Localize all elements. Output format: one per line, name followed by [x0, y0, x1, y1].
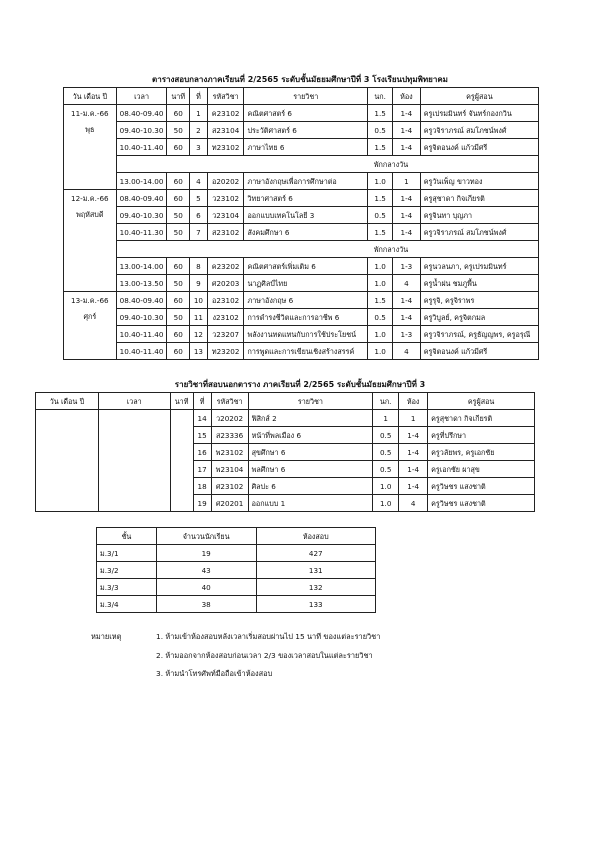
cell-subject: ออกแบบ 1	[248, 495, 373, 512]
cell-room: 1-4	[399, 444, 428, 461]
cell-teacher: ครูวิษชร แสงชาติ	[428, 495, 535, 512]
cell-no: 4	[190, 173, 208, 190]
cell-credit: 1.5	[368, 224, 393, 241]
cell-minutes: 60	[167, 173, 190, 190]
cell-minutes: 50	[167, 224, 190, 241]
table-row	[97, 545, 376, 562]
cell-teacher: ครูที่ปรึกษา	[428, 427, 535, 444]
cell-credit: 1	[373, 410, 399, 427]
cell-room: 1-4	[393, 190, 421, 207]
table-row	[64, 309, 539, 326]
cell-no: 6	[190, 207, 208, 224]
day-cell	[64, 105, 117, 190]
cell-time: 09.40-10.30	[116, 309, 167, 326]
notes-label: หมายเหตุ	[91, 632, 122, 641]
cell-code: ว23104	[207, 207, 244, 224]
cell-time: 10.40-11.40	[116, 343, 167, 360]
cell-count: 19	[156, 545, 256, 562]
table-row	[64, 173, 539, 190]
day-cell	[64, 190, 117, 292]
cell-subject: คณิตศาสตร์เพิ่มเติม 6	[244, 258, 368, 275]
cell-code: อ23102	[207, 292, 244, 309]
header-teacher: ครูผู้สอน	[420, 88, 538, 105]
cell-code: พ23104	[211, 461, 248, 478]
cell-time: 08.40-09.40	[116, 292, 167, 309]
table-row	[64, 207, 539, 224]
cell-time: 13.00-13.50	[116, 275, 167, 292]
header-credit: นก.	[368, 88, 393, 105]
cell-code: ท23102	[207, 139, 244, 156]
cell-subject: ภาษาอังกฤษ 6	[244, 292, 368, 309]
cell-room: 4	[393, 343, 421, 360]
cell-subject: พลศึกษา 6	[248, 461, 373, 478]
header-minutes: นาที	[170, 393, 193, 410]
table-row	[97, 579, 376, 596]
cell-class: ม.3/2	[97, 562, 157, 579]
day-weekday: ศุกร์	[83, 312, 97, 321]
cell-no: 1	[190, 105, 208, 122]
cell-teacher: ครูวจิราภรณ์ สมโภชน์พงศ์	[420, 224, 538, 241]
header-time: เวลา	[98, 393, 170, 410]
cell-teacher: ครูเปรมมินทร์ จันทร์กองกวิน	[420, 105, 538, 122]
table-row	[97, 596, 376, 613]
cell-no: 16	[193, 444, 211, 461]
cell-teacher: ครูเอกชัย ผาสุข	[428, 461, 535, 478]
cell-code: ส23336	[211, 427, 248, 444]
cell-time: 09.40-10.30	[116, 122, 167, 139]
cell-subject: ศิลปะ 6	[248, 478, 373, 495]
day-date: 11-ม.ค.-66	[71, 109, 109, 118]
cell-subject: ฟิสิกส์ 2	[248, 410, 373, 427]
out-of-schedule-title: รายวิชาที่สอบนอกตาราง ภาคเรียนที่ 2/2565 ระดับชั้นมัธยมศึกษาปีที่ 3	[174, 380, 426, 389]
cell-room: 1-3	[393, 258, 421, 275]
header-date: วัน เดือน ปี	[36, 393, 99, 410]
table-row	[36, 410, 535, 427]
break-spacer	[116, 156, 167, 173]
out-header-row	[36, 393, 535, 410]
out-of-schedule-table	[35, 392, 535, 512]
cell-teacher: ครูรุจิ, ครูจิราพร	[420, 292, 538, 309]
header-teacher: ครูผู้สอน	[428, 393, 535, 410]
table-row	[64, 224, 539, 241]
cell-minutes: 60	[167, 292, 190, 309]
lunch-break-label: พักกลางวัน	[244, 156, 539, 173]
cell-credit: 0.5	[373, 444, 399, 461]
cell-room: 133	[256, 596, 376, 613]
cell-time: 13.00-14.00	[116, 258, 167, 275]
table-row	[97, 562, 376, 579]
cell-code: ศ20201	[211, 495, 248, 512]
cell-no: 15	[193, 427, 211, 444]
cell-teacher: ครูจิตอนงค์ แก้วมีศรี	[420, 343, 538, 360]
cell-count: 43	[156, 562, 256, 579]
cell-no: 14	[193, 410, 211, 427]
cell-code: ศ23102	[211, 478, 248, 495]
break-spacer	[167, 156, 190, 173]
table-row	[64, 343, 539, 360]
cell-subject: สังคมศึกษา 6	[244, 224, 368, 241]
cell-teacher: ครูวจิราภรณ์ สมโภชน์พงศ์	[420, 122, 538, 139]
break-spacer	[190, 241, 208, 258]
cell-subject: ภาษาไทย 6	[244, 139, 368, 156]
cell-room: 1-4	[393, 139, 421, 156]
empty-date-cell	[36, 410, 99, 512]
cell-minutes: 60	[167, 343, 190, 360]
cell-room: 1-4	[393, 292, 421, 309]
cell-code: ค23102	[207, 105, 244, 122]
cell-minutes: 50	[167, 122, 190, 139]
header-no: ที่	[190, 88, 208, 105]
break-spacer	[116, 241, 167, 258]
break-row	[64, 241, 539, 258]
cell-subject: นาฏศิลป์ไทย	[244, 275, 368, 292]
day-weekday: พุธ	[85, 125, 95, 134]
header-date: วัน เดือน ปี	[64, 88, 117, 105]
cell-time: 10.40-11.40	[116, 139, 167, 156]
cell-code: พ23102	[211, 444, 248, 461]
header-time: เวลา	[116, 88, 167, 105]
cell-credit: 1.5	[368, 190, 393, 207]
cell-subject: วิทยาศาสตร์ 6	[244, 190, 368, 207]
table-row	[64, 275, 539, 292]
cell-time: 08.40-09.40	[116, 190, 167, 207]
cell-room: 1-4	[399, 461, 428, 478]
cell-code: ว23102	[207, 190, 244, 207]
header-subject: รายวิชา	[248, 393, 373, 410]
exam-schedule-table	[63, 87, 539, 360]
cell-no: 3	[190, 139, 208, 156]
cell-credit: 1.0	[373, 478, 399, 495]
header-minutes: นาที	[167, 88, 190, 105]
cell-code: ง23102	[207, 309, 244, 326]
cell-credit: 0.5	[373, 427, 399, 444]
cell-no: 5	[190, 190, 208, 207]
day-weekday: พฤหัสบดี	[76, 210, 104, 219]
cell-class: ม.3/1	[97, 545, 157, 562]
cell-minutes: 60	[167, 105, 190, 122]
cell-minutes: 50	[167, 309, 190, 326]
cell-room: 1-4	[393, 122, 421, 139]
cell-minutes: 60	[167, 326, 190, 343]
cell-no: 19	[193, 495, 211, 512]
cell-teacher: ครูวิษชร แสงชาติ	[428, 478, 535, 495]
cell-class: ม.3/3	[97, 579, 157, 596]
cell-time: 10.40-11.40	[116, 326, 167, 343]
cell-room: 1-3	[393, 326, 421, 343]
cell-teacher: ครูวันเพ็ญ ขาวทอง	[420, 173, 538, 190]
header-room: ห้อง	[399, 393, 428, 410]
cell-credit: 1.5	[368, 105, 393, 122]
exam-room-table	[96, 527, 376, 613]
cell-credit: 1.5	[368, 292, 393, 309]
note-item: 3. ห้ามนำโทรศัพท์มือถือเข้าห้องสอบ	[156, 669, 273, 678]
cell-room: 1	[399, 410, 428, 427]
break-spacer	[167, 241, 190, 258]
cell-subject: คณิตศาสตร์ 6	[244, 105, 368, 122]
empty-minutes-cell	[170, 410, 193, 512]
cell-credit: 0.5	[368, 122, 393, 139]
cell-no: 10	[190, 292, 208, 309]
cell-room: 4	[399, 495, 428, 512]
cell-code: ว23207	[207, 326, 244, 343]
header-class: ชั้น	[97, 528, 157, 545]
cell-credit: 1.0	[368, 173, 393, 190]
header-code: รหัสวิชา	[207, 88, 244, 105]
cell-teacher: ครูวจิราภรณ์, ครูธัญญพร, ครูอรุณี	[420, 326, 538, 343]
empty-time-cell	[98, 410, 170, 512]
day-cell	[64, 292, 117, 360]
cell-count: 40	[156, 579, 256, 596]
cell-time: 13.00-14.00	[116, 173, 167, 190]
break-spacer	[207, 241, 244, 258]
table-row	[64, 292, 539, 309]
header-room: ห้อง	[393, 88, 421, 105]
room-header-row	[97, 528, 376, 545]
cell-room: 1-4	[399, 427, 428, 444]
cell-credit: 1.0	[368, 258, 393, 275]
cell-credit: 1.5	[368, 139, 393, 156]
cell-time: 09.40-10.30	[116, 207, 167, 224]
cell-no: 8	[190, 258, 208, 275]
header-subject: รายวิชา	[244, 88, 368, 105]
cell-subject: ประวัติศาสตร์ 6	[244, 122, 368, 139]
table-row	[64, 190, 539, 207]
exam-header-row	[64, 88, 539, 105]
cell-code: ว20202	[211, 410, 248, 427]
header-student-count: จำนวนนักเรียน	[156, 528, 256, 545]
cell-minutes: 60	[167, 139, 190, 156]
break-spacer	[190, 156, 208, 173]
cell-teacher: ครูน้ำฝน ชมภูพื้น	[420, 275, 538, 292]
break-row	[64, 156, 539, 173]
cell-no: 12	[190, 326, 208, 343]
cell-no: 2	[190, 122, 208, 139]
cell-no: 18	[193, 478, 211, 495]
day-date: 13-ม.ค.-66	[71, 296, 109, 305]
cell-teacher: ครูจิตอนงค์ แก้วมีศรี	[420, 139, 538, 156]
cell-credit: 1.0	[368, 343, 393, 360]
cell-room: 1-4	[393, 207, 421, 224]
cell-code: อ20202	[207, 173, 244, 190]
cell-credit: 1.0	[373, 495, 399, 512]
cell-teacher: ครูสุชาดา กิจเกียรติ	[420, 190, 538, 207]
cell-room: 132	[256, 579, 376, 596]
day-date: 12-ม.ค.-66	[71, 194, 109, 203]
cell-no: 17	[193, 461, 211, 478]
cell-subject: หน้าที่พลเมือง 6	[248, 427, 373, 444]
break-spacer	[207, 156, 244, 173]
cell-teacher: ครูนวลนภา, ครูเปรมมินทร์	[420, 258, 538, 275]
cell-subject: พลังงานทดแทนกับการใช้ประโยชน์	[244, 326, 368, 343]
cell-teacher: ครูวลัยพร, ครูเอกชัย	[428, 444, 535, 461]
header-exam-room: ห้องสอบ	[256, 528, 376, 545]
header-no: ที่	[193, 393, 211, 410]
cell-time: 08.40-09.40	[116, 105, 167, 122]
cell-room: 131	[256, 562, 376, 579]
table-row	[64, 258, 539, 275]
cell-subject: สุขศึกษา 6	[248, 444, 373, 461]
cell-count: 38	[156, 596, 256, 613]
cell-room: 1-4	[399, 478, 428, 495]
table-row	[64, 139, 539, 156]
header-credit: นก.	[373, 393, 399, 410]
cell-no: 7	[190, 224, 208, 241]
cell-credit: 0.5	[368, 309, 393, 326]
table-row	[64, 105, 539, 122]
cell-no: 11	[190, 309, 208, 326]
cell-room: 1-4	[393, 309, 421, 326]
cell-credit: 1.0	[368, 326, 393, 343]
cell-minutes: 50	[167, 275, 190, 292]
cell-room: 4	[393, 275, 421, 292]
cell-no: 13	[190, 343, 208, 360]
cell-subject: ออกแบบเทคโนโลยี 3	[244, 207, 368, 224]
note-item: 1. ห้ามเข้าห้องสอบหลังเวลาเริ่มสอบผ่านไป 15 นาที ของแต่ละรายวิชา	[156, 632, 381, 641]
cell-room: 1	[393, 173, 421, 190]
table-row	[64, 122, 539, 139]
cell-time: 10.40-11.30	[116, 224, 167, 241]
lunch-break-label: พักกลางวัน	[244, 241, 539, 258]
table-row	[64, 326, 539, 343]
cell-teacher: ครูสุชาดา กิจเกียรติ	[428, 410, 535, 427]
cell-code: ส23104	[207, 122, 244, 139]
cell-credit: 1.0	[368, 275, 393, 292]
cell-room: 427	[256, 545, 376, 562]
cell-credit: 0.5	[368, 207, 393, 224]
cell-room: 1-4	[393, 224, 421, 241]
cell-subject: ภาษาอังกฤษเพื่อการศึกษาต่อ	[244, 173, 368, 190]
cell-code: ส23102	[207, 224, 244, 241]
cell-code: ท23202	[207, 343, 244, 360]
cell-teacher: ครูวิบูลย์, ครูจิตกมล	[420, 309, 538, 326]
cell-class: ม.3/4	[97, 596, 157, 613]
cell-code: ศ20203	[207, 275, 244, 292]
note-item: 2. ห้ามออกจากห้องสอบก่อนเวลา 2/3 ของเวลาสอบในแต่ละรายวิชา	[156, 651, 373, 660]
cell-subject: การดำรงชีวิตและการอาชีพ 6	[244, 309, 368, 326]
cell-minutes: 50	[167, 207, 190, 224]
cell-code: ค23202	[207, 258, 244, 275]
cell-minutes: 60	[167, 258, 190, 275]
exam-table-title: ตารางสอบกลางภาคเรียนที่ 2/2565 ระดับชั้นมัธยมศึกษาปีที่ 3 โรงเรียนปทุมพิทยาคม	[152, 75, 448, 84]
cell-room: 1-4	[393, 105, 421, 122]
cell-credit: 0.5	[373, 461, 399, 478]
cell-minutes: 60	[167, 190, 190, 207]
cell-no: 9	[190, 275, 208, 292]
cell-subject: การพูดและการเขียนเชิงสร้างสรรค์	[244, 343, 368, 360]
header-code: รหัสวิชา	[211, 393, 248, 410]
cell-teacher: ครูจินทา บุญภา	[420, 207, 538, 224]
